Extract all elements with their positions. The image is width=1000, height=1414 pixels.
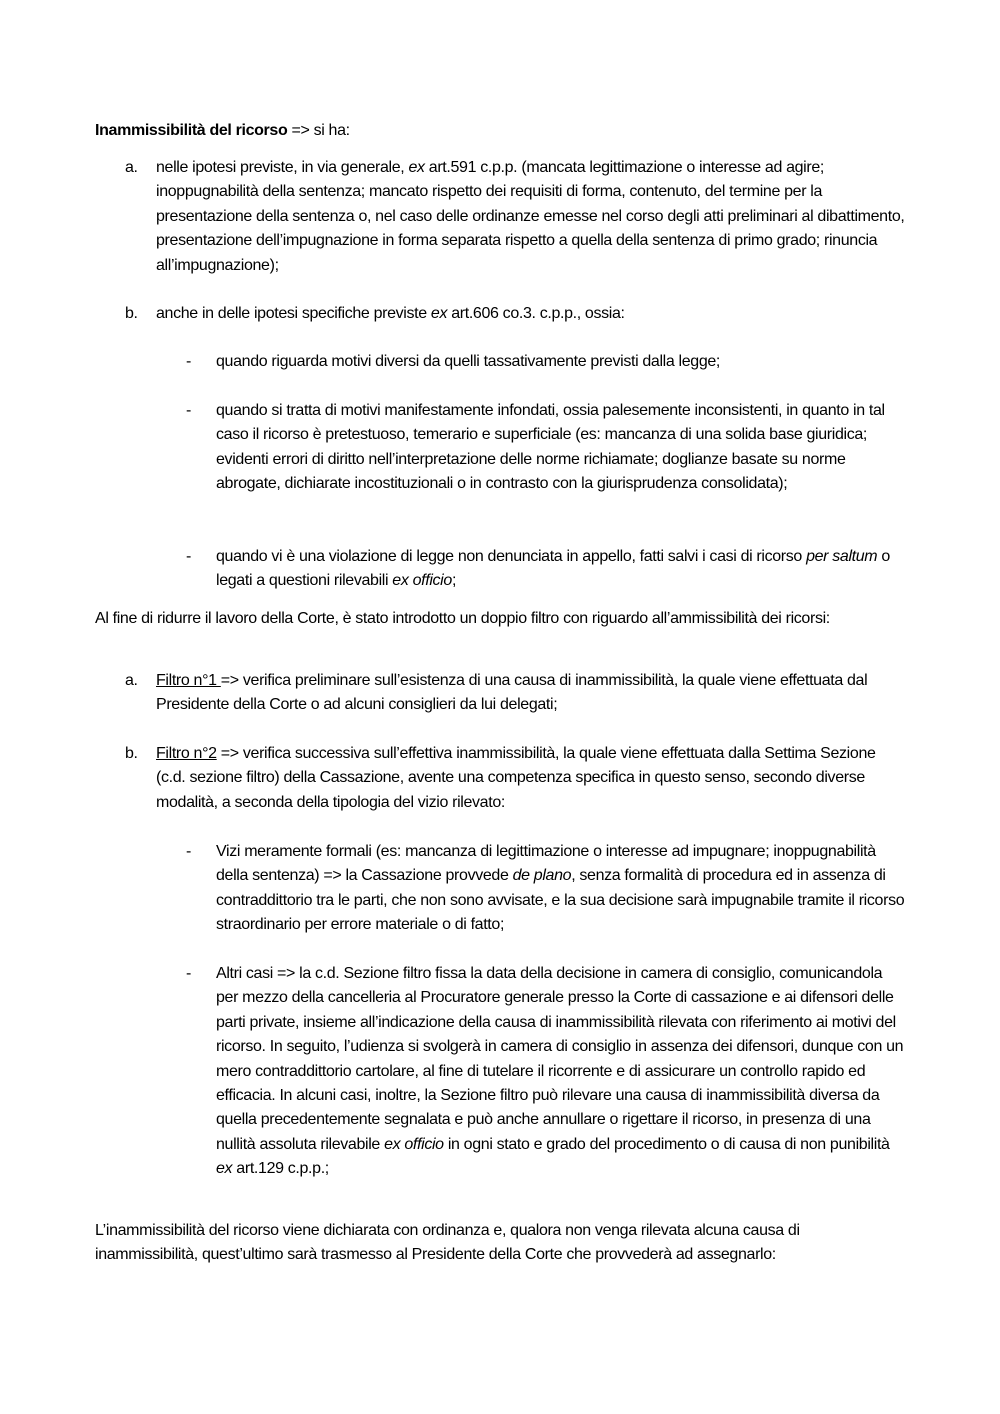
list1-sub1-marker: - <box>186 353 191 370</box>
list2-sub1-part: , senza formalità di procedura ed in assenza di contraddittorio tra le parti, che non sono avvisate, e la sua decisione sarà impugnabile tramite il ricorso straordinario per errore materiale o di fatto; <box>216 867 905 934</box>
list1-sub3-part: o legati a questioni rilevabili <box>216 548 890 590</box>
list1-sub2-marker: - <box>186 402 191 419</box>
list2-sub2-italic: ex officio <box>384 1135 444 1153</box>
heading-rest: => si ha: <box>287 122 350 139</box>
filter2-label: Filtro n°2 <box>156 745 217 762</box>
list1-sub2-text <box>216 399 906 497</box>
list2-sub2-part: art.129 c.p.p.; <box>232 1160 329 1178</box>
list2-b-text <box>156 742 906 815</box>
list2-a-marker: a. <box>125 672 138 689</box>
list2-sub2-italic: ex <box>216 1160 233 1178</box>
list1-a-italic: ex <box>408 159 425 176</box>
paragraph-filters-intro: Al fine di ridurre il lavoro della Corte, è stato introdotto un doppio filtro con riguardo all’ammissibilità dei ricorsi: <box>95 610 830 627</box>
list2-sub1-text <box>216 840 906 938</box>
list2-sub1-marker: - <box>186 843 191 860</box>
list2-sub2-part: in ogni stato e grado del procedimento o di causa di non punibilità <box>443 1135 890 1153</box>
list1-a-part: art.591 c.p.p. (mancata legittimazione o interesse ad agire; inoppugnabilità della sentenza; mancato rispetto dei requisiti di forma, contenuto, del termine per la presentazione della sentenza o, nel caso delle ordinanze emesse nel corso degli atti preliminari al dibattimento, presentazione dell’impugnazione in forma separata rispetto a quella della sentenza di primo grado; rinuncia all’impugnazione); <box>156 159 905 274</box>
list1-b-part: anche in delle ipotesi specifiche previste <box>156 305 431 322</box>
list1-sub3-marker: - <box>186 548 191 565</box>
list1-b-text <box>156 302 906 326</box>
list1-sub3-italic: ex officio <box>392 572 452 590</box>
list1-b-part: art.606 co.3. c.p.p., ossia: <box>447 305 625 322</box>
list1-sub1-text <box>216 350 906 374</box>
list1-a-marker: a. <box>125 159 138 176</box>
list1-a-part: nelle ipotesi previste, in via generale, <box>156 159 409 176</box>
paragraph-conclusion: L’inammissibilità del ricorso viene dichiarata con ordinanza e, qualora non venga rilevata alcuna causa di inammissibilità, quest’ultimo sarà trasmesso al Presidente della Corte che provvederà ad assegnarlo: <box>95 1222 800 1264</box>
list1-b-marker: b. <box>125 305 138 322</box>
list2-a-text <box>156 669 906 718</box>
list1-sub3-part: quando vi è una violazione di legge non denunciata in appello, fatti salvi i casi di ricorso <box>216 548 807 565</box>
list1-sub3-text <box>216 545 906 594</box>
list2-sub2-part: Altri casi => la c.d. Sezione filtro fissa la data della decisione in camera di consiglio, comunicandola per mezzo della cancelleria al Procuratore generale presso la Corte di cassazione e ai difensori delle parti private, insieme all’indicazione della causa di inammissibilità rilevata con riferimento ai motivi del ricorso. In seguito, l’udienza si svolgerà in camera di consiglio in assenza dei difensori, dunque con un mero contraddittorio cartolare, al fine di tutelare il ricorrente e di assicurare un controllo rapido ed efficacia. In alcuni casi, inoltre, la Sezione filtro può rilevare una causa di inammissibilità diversa da quella precedentemente segnalata e può anche annullare o rigettare il ricorso, in presenza di una nullità assoluta rilevabile <box>216 965 904 1153</box>
list1-sub3-part: ; <box>451 572 457 590</box>
list1-b-italic: ex <box>430 305 448 322</box>
list2-sub1-italic: de plano <box>512 867 572 885</box>
heading-bold: Inammissibilità del ricorso <box>95 122 288 139</box>
list1-sub3-italic: per saltum <box>806 548 878 565</box>
list2-b-marker: b. <box>125 745 138 762</box>
list1-a-text <box>156 156 906 278</box>
list2-sub1-part: Vizi meramente formali (es: mancanza di legittimazione o interesse ad impugnare; inoppugnabilità della sentenza) => la Cassazione provvede <box>216 843 876 885</box>
section-heading <box>95 119 915 143</box>
list2-sub2-marker: - <box>186 965 191 982</box>
list1-sub2-part: quando si tratta di motivi manifestamente infondati, ossia palesemente inconsistenti, in quanto in tal caso il ricorso è pretestuoso, temerario e superficiale (es: mancanza di una solida base giuridica; evidenti errori di diritto nell’interpretazione delle norme richiamate; doglianze basate su norme abrogate, dichiarate incostituzionali o in contrasto con la giurisprudenza consolidata); <box>216 402 885 493</box>
filter1-text: => verifica preliminare sull’esistenza di una causa di inammissibilità, la quale viene effettuata dal Presidente della Corte o ad alcuni consiglieri da lui delegati; <box>156 672 868 714</box>
list1-sub1-part: quando riguarda motivi diversi da quelli tassativamente previsti dalla legge; <box>216 353 721 370</box>
list2-sub2-text <box>216 962 906 1182</box>
filter2-text: => verifica successiva sull’effettiva inammissibilità, la quale viene effettuata dalla Settima Sezione (c.d. sezione filtro) della Cassazione, avente una competenza specifica in questo senso, secondo diverse modalità, a seconda della tipologia del vizio rilevato: <box>156 745 876 811</box>
filter1-label: Filtro n°1 <box>156 672 221 689</box>
